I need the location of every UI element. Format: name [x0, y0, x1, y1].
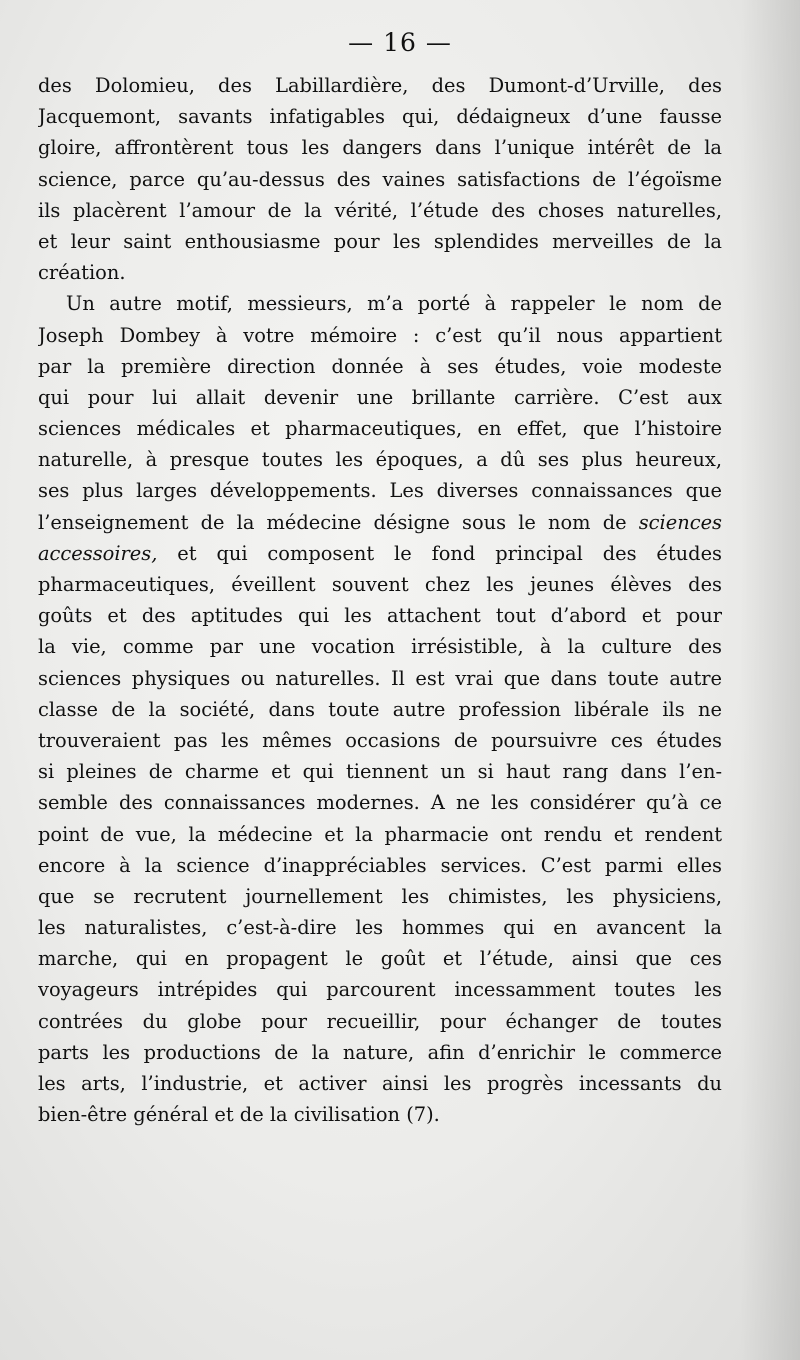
text-line: bien-être général et de la civilisation (7).: [38, 1103, 440, 1127]
paragraph-start-line: Un autre motif, messieurs, m’a porté à rappeler le nom de: [66, 292, 722, 316]
text-line: pharmaceutiques, éveillent souvent chez les jeunes élèves des: [38, 573, 722, 596]
text-line: goûts et des aptitudes qui les attachent tout d’abord et pour: [38, 604, 722, 628]
text-line: gloire, affrontèrent tous les dangers dans l’unique intérêt de la: [38, 136, 722, 160]
text-line: marche, qui en propagent le goût et l’étude, ainsi que ces: [38, 947, 722, 971]
text-line: classe de la société, dans toute autre profession libérale ils ne: [38, 697, 722, 721]
text-line: les arts, l’industrie, et activer ainsi les progrès incessants du: [38, 1072, 722, 1095]
italic-term: accessoires,: [38, 541, 158, 565]
text-line: semble des connaissances modernes. A ne les considérer qu’à ce: [38, 791, 722, 815]
text-line: Jacquemont, savants infatigables qui, dédaigneux d’une fausse: [38, 105, 722, 129]
text-line: Joseph Dombey à votre mémoire : c’est qu’il nous appartient: [38, 323, 722, 347]
text-segment: et qui composent le fond principal des études: [177, 541, 722, 565]
text-line: science, parce qu’au-dessus des vaines satisfactions de l’égoïsme: [38, 167, 722, 191]
text-line: encore à la science d’inappréciables services. C’est parmi elles: [38, 853, 722, 877]
text-line: et leur saint enthousiasme pour les splendides merveilles de la: [38, 229, 722, 253]
text-line: la vie, comme par une vocation irrésistible, à la culture des: [38, 635, 722, 659]
text-line: point de vue, la médecine et la pharmacie ont rendu et rendent: [38, 822, 722, 846]
text-line: sciences physiques ou naturelles. Il est vrai que dans toute autre: [38, 666, 722, 690]
text-line: voyageurs intrépides qui parcourent incessamment toutes les: [38, 978, 722, 1002]
text-line: contrées du globe pour recueillir, pour échanger de toutes: [38, 1009, 722, 1033]
text-line: par la première direction donnée à ses études, voie modeste: [38, 354, 722, 378]
text-line: création.: [38, 261, 126, 285]
text-line: trouveraient pas les mêmes occasions de poursuivre ces études: [38, 728, 722, 752]
text-line: [38, 538, 722, 569]
text-line: sciences médicales et pharmaceutiques, en effet, que l’histoire: [38, 417, 722, 441]
text-line: les naturalistes, c’est-à-dire les hommes qui en avancent la: [38, 916, 722, 940]
italic-term: sciences: [638, 510, 722, 534]
body-text: [38, 70, 722, 1130]
text-line: des Dolomieu, des Labillardière, des Dumont-d’Urville, des: [38, 74, 722, 97]
text-line: ses plus larges développements. Les diverses connaissances que: [38, 479, 722, 503]
page-number: — 16 —: [348, 28, 452, 57]
text-line: qui pour lui allait devenir une brillante carrière. C’est aux: [38, 385, 722, 409]
text-line: [38, 507, 722, 538]
text-line: si pleines de charme et qui tiennent un si haut rang dans l’en-: [38, 760, 722, 784]
text-line: ils placèrent l’amour de la vérité, l’étude des choses naturelles,: [38, 198, 722, 222]
text-line: que se recrutent journellement les chimistes, les physiciens,: [38, 884, 722, 908]
text-line: parts les productions de la nature, afin d’enrichir le commerce: [38, 1040, 722, 1064]
text-line: naturelle, à presque toutes les époques, a dû ses plus heureux,: [38, 448, 722, 472]
text-segment: l’enseignement de la médecine désigne sous le nom de: [38, 510, 627, 534]
